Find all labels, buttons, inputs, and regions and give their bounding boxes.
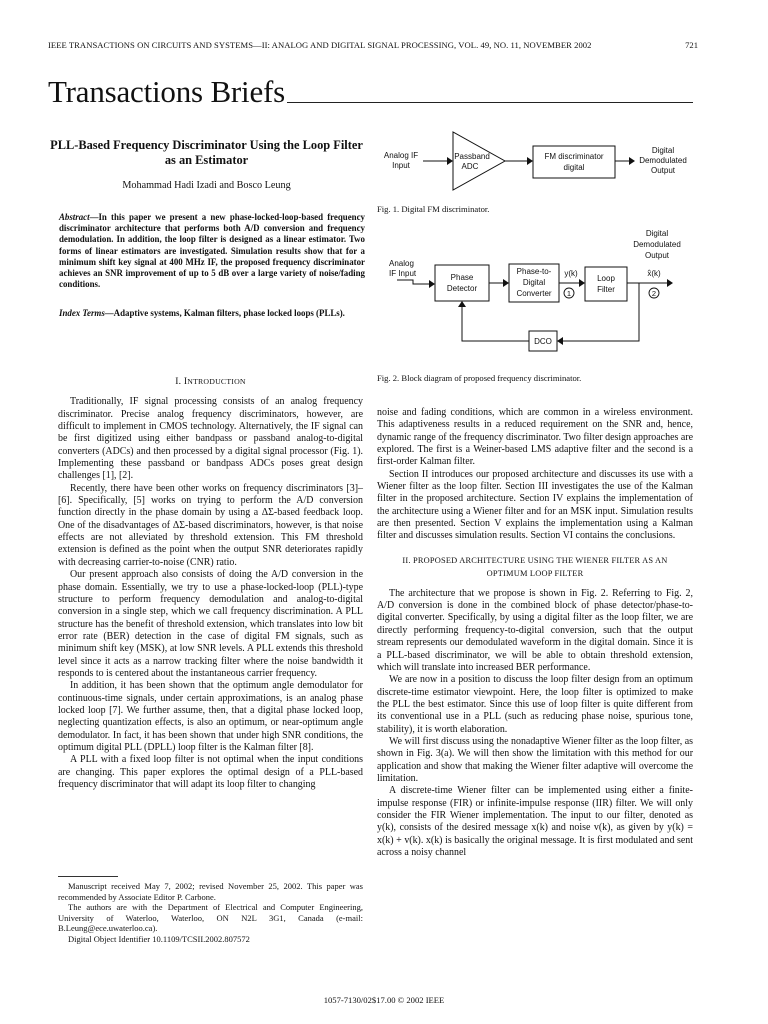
- figure-1-caption: Fig. 1. Digital FM discriminator.: [377, 204, 490, 214]
- fig2-marker-2: 2: [651, 289, 657, 298]
- fig1-output-label-3: Output: [650, 166, 676, 175]
- fig2-yk-label: y(k): [564, 269, 578, 278]
- fig1-disc-label-2: digital: [563, 163, 585, 172]
- abstract: [59, 212, 365, 290]
- section-1-title-rest: NTRODUCTION: [187, 377, 246, 386]
- intro-paragraph-4: In addition, it has been shown that the optimum angle demodulator for continuous-time signals, under certain approximations, is an analog phase locked loop [7]. We further assume, then, that a digital phase locked loop, neglecting quantization effects, is also an optimum, or near-optimum angle demodulator. In fact, it has been shown that under high SNR conditions, the optimum digital PLL (DPLL) loop filter is the Kalman filter [8].: [58, 680, 363, 753]
- fig1-adc-triangle: [453, 132, 505, 190]
- fig2-ptd-label-3: Converter: [516, 289, 552, 298]
- sec2-paragraph-4: A discrete-time Wiener filter can be implemented using either a finite-impulse response (FIR) or infinite-impulse response (IIR) filter. We will only consider the FIR Wiener implementation. The input to our filter, denoted as y(k), consists of the desired message x(k) and noise v(k), as given by y(k) = x(k) + v(k). x(k) is basically the original message. It is first modulated and sent across a noisy channel: [377, 785, 693, 858]
- copyright-footer: 1057-7130/02$17.00 © 2002 IEEE: [323, 995, 445, 1005]
- fig1-disc-label-1: FM discriminator: [544, 152, 604, 161]
- fig1-adc-label-1: Passband: [454, 152, 490, 161]
- index-terms-label: Index Terms: [59, 308, 105, 318]
- fig2-pd-label-2: Detector: [446, 284, 478, 293]
- fig2-input-arrowhead: [429, 280, 435, 288]
- fig2-dco-label: DCO: [534, 337, 552, 346]
- fig2-marker-1: 1: [566, 289, 572, 298]
- fig2-lf-label-2: Filter: [597, 285, 615, 294]
- right-intro-paragraph-1: noise and fading conditions, which are common in a wireless environment. This adaptiveness results in a reduced requirement on the SNR and, hence, dynamic range of the frequency discriminator. Two filter design approaches are explored. The first is a Weiner-based LMS adaptive filter and the second is a first-order Kalman filter.: [377, 407, 693, 468]
- fig2-feedback-wire-left: [462, 307, 529, 341]
- sec2-paragraph-3: We will first discuss using the nonadaptive Wiener filter as the loop filter, as shown in Fig. 3(a). We will then show the limitation with this method for our application and show that making the Wiener filter adaptive will overcome the limitation.: [377, 735, 693, 784]
- intro-paragraph-5: A PLL with a fixed loop filter is not optimal when the input conditions are changing. This paper explores the optimal design of a PLL-based frequency discriminator that will adapt its loop filter to changing: [58, 754, 363, 790]
- section-2-heading: [377, 554, 693, 580]
- section-2-heading-line-1: II. PROPOSED ARCHITECTURE USING THE WIENER FILTER AS AN: [402, 555, 668, 565]
- journal-header: IEEE TRANSACTIONS ON CIRCUITS AND SYSTEMS—II: ANALOG AND DIGITAL SIGNAL PROCESSING, VOL. 49, NO. 11, NOVEMBER 2002: [48, 40, 592, 50]
- abstract-text: —In this paper we present a new phase-locked-loop-based frequency discriminator architecture that performs both A/D conversion and frequency demodulation. In addition, the loop filter is designed as a linear estimator. Two forms of linear estimators are investigated. Simulation results show that for a minimum shift key signal at 400 MHz IF, the proposed frequency discriminator achieves an SNR improvement of up to 5 dB over a large variety of noise/fading conditions.: [59, 212, 365, 290]
- footnote-line-3: Digital Object Identifier 10.1109/TCSII.2002.807572: [68, 933, 250, 944]
- section-1-number: I.: [175, 376, 184, 387]
- section-1-initial: I: [183, 376, 188, 387]
- fig2-input-label-1: Analog: [389, 259, 414, 268]
- fig2-dco-to-pd-arrowhead: [458, 301, 466, 307]
- intro-paragraph-2: Recently, there have been other works on frequency discriminators [3]–[6]. Specifically, [5] works on trying to perform the A/D conversion function directly in the phase domain by using a ΔΣ-based feedback loop. One of the disadvantages of ΔΣ-based discriminators, however, is that noise effects are not alleviated by threshold extension. This FM threshold extension is defined as the point when the output SNR deteriorates rapidly with decreasing carrier-to-noise (CNR) ratio.: [58, 482, 363, 568]
- sec2-paragraph-2: We are now in a position to discuss the loop filter design from an optimum discrete-time estimator viewpoint. Here, the loop filter is optimized to make the PLL the best estimator. Since this use of loop filter is quite different from its conventional use in a PLL (such as reducing phase noise, spurious tone, stability), it is worth elaboration.: [377, 674, 693, 735]
- index-terms-text: —Adaptive systems, Kalman filters, phase locked loops (PLLs).: [104, 308, 345, 318]
- fig2-feedback-arrowhead: [557, 337, 563, 345]
- fig2-pd-to-ptd-arrowhead: [503, 279, 509, 287]
- page-number: 721: [685, 40, 698, 50]
- fig1-adc-label-2: ADC: [461, 162, 479, 171]
- section-2-heading-line-2: OPTIMUM LOOP FILTER: [486, 568, 584, 578]
- fig2-input-label-2: IF Input: [389, 269, 417, 278]
- fig1-discriminator-box: [533, 146, 615, 178]
- intro-paragraph-3: Our present approach also consists of doing the A/D conversion in the phase domain. Essentially, we try to use a phase-locked-loop (PLL)-type structure to perform frequency demodulation and analog-to-digital conversion in a single step, which we call frequency discrimination. A PLL structure has the benefit of threshold extension, which translates into low bit error rate (BER) detection in the case of digital FM signals, such as minimum shift key (MSK), at low SNR levels. A PLL extends this threshold level since it acts as a narrow tracking filter where the noise bandwidth it responds to is centered about the instantaneous carrier frequency.: [58, 569, 363, 679]
- fig1-arrowhead-in: [447, 157, 453, 165]
- fig2-phase-detector-box: [435, 265, 489, 301]
- footnote-line-1: Manuscript received May 7, 2002; revised November 25, 2002. This paper was recommended by Associate Editor P. Carbone.: [58, 881, 363, 902]
- fig1-input-label-2: Input: [392, 161, 410, 170]
- figure-1-diagram: [377, 128, 693, 194]
- paper-authors: Mohammad Hadi Izadi and Bosco Leung: [122, 180, 291, 191]
- fig1-arrowhead-mid: [527, 157, 533, 165]
- fig2-ptd-to-lf-arrowhead: [579, 279, 585, 287]
- fig2-output-arrowhead: [667, 279, 673, 287]
- fig2-loop-filter-box: [585, 267, 627, 301]
- footnote: [58, 881, 363, 944]
- figure-2-diagram: [377, 224, 693, 366]
- figure-2-caption: Fig. 2. Block diagram of proposed frequency discriminator.: [377, 373, 582, 383]
- fig2-output-label-3: Output: [644, 251, 670, 260]
- index-terms: [59, 308, 365, 319]
- fig1-output-label-1: Digital: [651, 146, 675, 155]
- right-intro-paragraph-2: Section II introduces our proposed architecture and discusses its use with a Wiener filter as the loop filter. Section III investigates the use of the Kalman filter in the proposed architecture. Section IV explains the implementation of the architecture using a Wiener filter and for an MSK input. Simulation results are then presented. Section V explains the implementation using a Kalman filter and discusses simulation results. Section VI contains the conclusions.: [377, 468, 693, 542]
- fig2-pd-label-1: Phase: [450, 273, 474, 282]
- fig2-lf-label-1: Loop: [597, 274, 615, 283]
- section-1-heading: [58, 376, 363, 388]
- right-column: [377, 407, 693, 859]
- fig1-input-label-1: Analog IF: [383, 151, 419, 160]
- section-title: Transactions Briefs: [48, 74, 286, 109]
- footnote-rule: [58, 876, 118, 877]
- intro-paragraph-1: Traditionally, IF signal processing consists of an analog frequency discriminator. Precise analog frequency discriminators, however, are difficult to implement in CMOS technology. Alternatively, the IF signal can be first digitized using either bandpass or passband analog-to-digital converters (ADCs) and then processed by a digital signal processor (Fig. 1). Implementing these passband or bandpass ADCs poses great design challenges [1], [2].: [58, 396, 363, 482]
- fig1-arrowhead-out: [629, 157, 635, 165]
- fig2-output-label-2: Demodulated: [633, 240, 681, 249]
- sec2-paragraph-1: The architecture that we propose is shown in Fig. 2. Referring to Fig. 2, A/D conversion is done in the combined block of phase detector/phase-to-digital converter. Specifically, by using a digital filter as the loop filter, we are directly performing frequency-to-digital conversion, such that the output stream represents our demodulated waveform in the digital domain. Since it is a PLL-based discriminator, we will be able to obtain threshold extension, which will translate into increased BER performance.: [377, 587, 693, 673]
- fig2-input-wire: [397, 280, 429, 284]
- fig1-output-label-2: Demodulated: [639, 156, 687, 165]
- title-rule: [287, 102, 693, 103]
- left-column: [58, 376, 363, 791]
- fig2-xk-label: x̂(k): [647, 269, 661, 278]
- abstract-label: Abstract: [59, 212, 90, 222]
- footnote-line-2: The authors are with the Department of Electrical and Computer Engineering, University of Waterloo, Waterloo, ON N2L 3G1, Canada (e-mail: B.Leung@ece.uwaterloo.ca).: [58, 902, 363, 933]
- fig2-ptd-label-1: Phase-to-: [516, 267, 552, 276]
- paper-title: PLL-Based Frequency Discriminator Using the Loop Filter as an Estimator: [50, 138, 363, 167]
- fig2-ptd-label-2: Digital: [522, 278, 546, 287]
- fig2-output-label-1: Digital: [645, 229, 669, 238]
